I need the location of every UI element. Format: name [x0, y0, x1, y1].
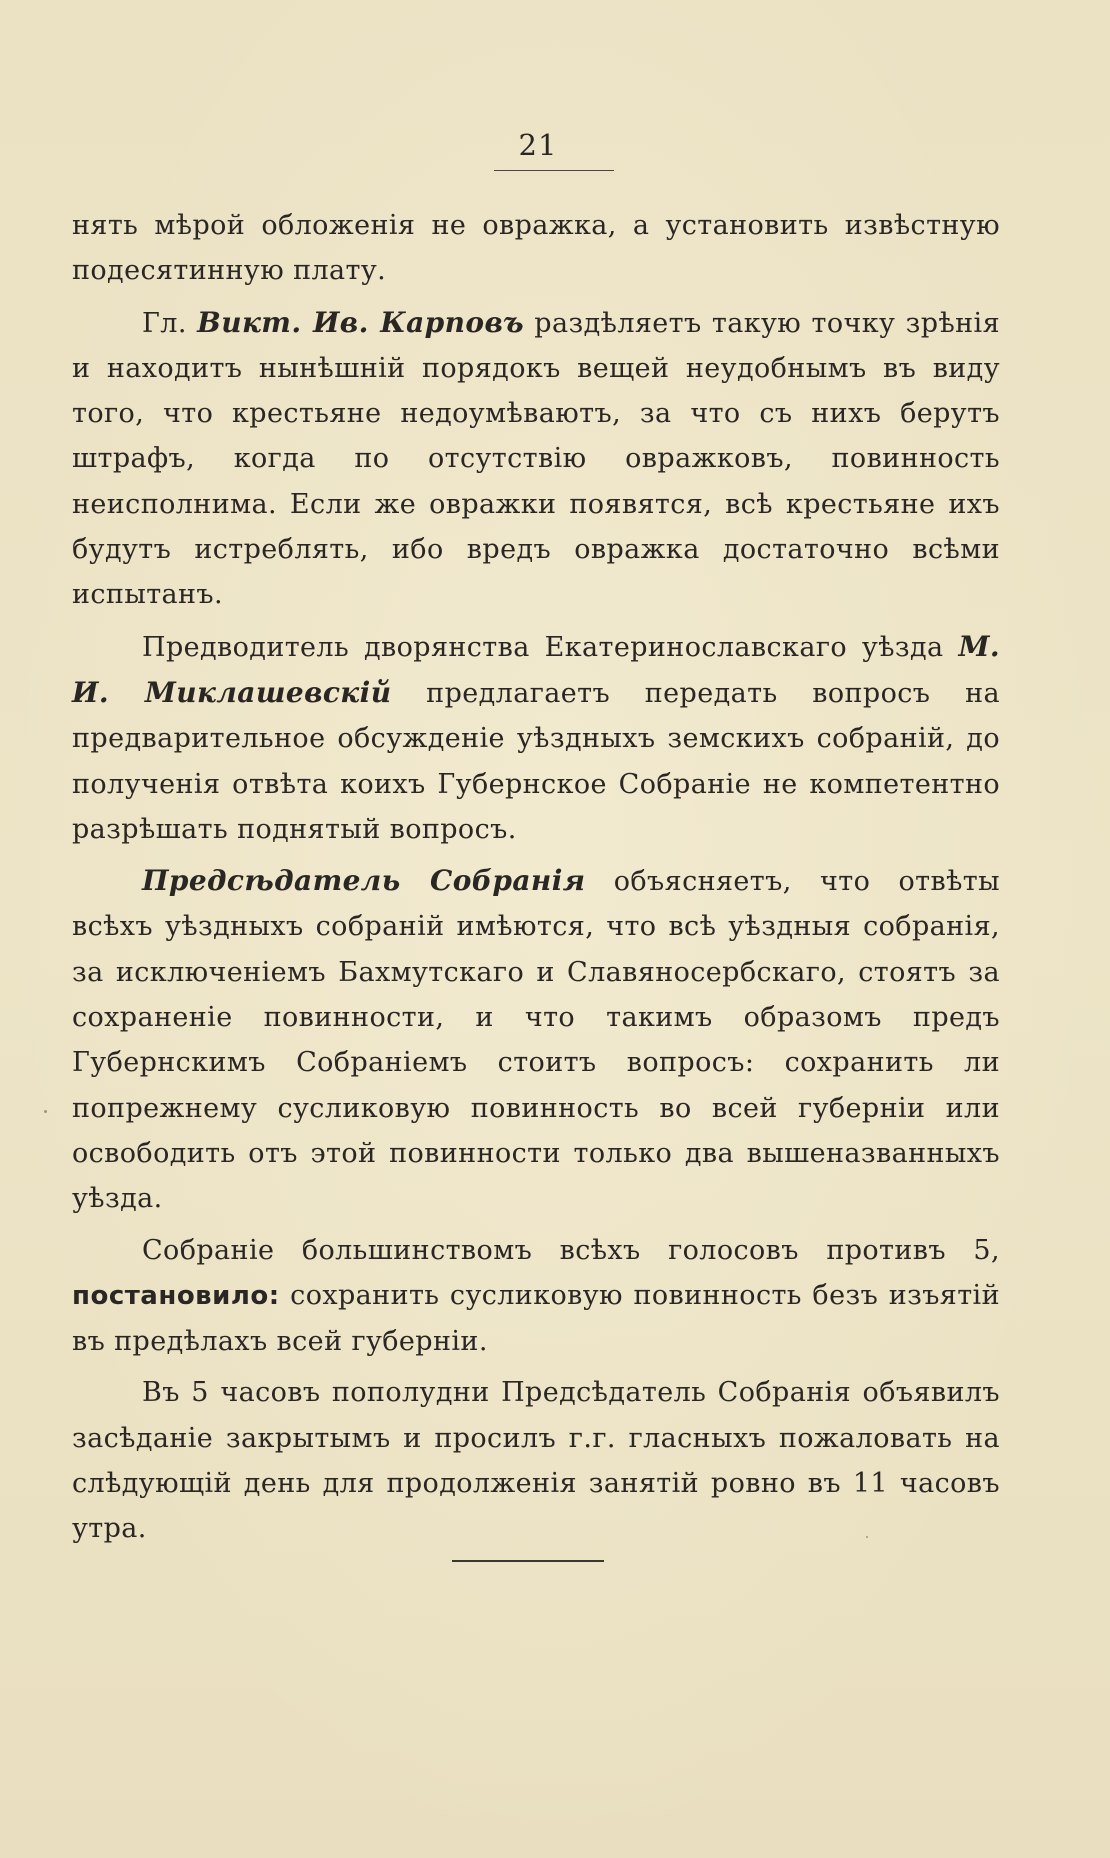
paragraph-6: [72, 1370, 1000, 1551]
paragraph-1: [72, 203, 1000, 294]
paper-speck: [44, 1110, 47, 1113]
paper-speck: [866, 1536, 868, 1538]
paragraph-3: [72, 624, 1000, 852]
paragraph-4: [72, 858, 1000, 1221]
paragraph-3-post: предлагаетъ передать вопросъ на предварительное обсужденіе уѣздныхъ земскихъ собраній, до полученія отвѣта коихъ Губернское Собраніе не компетентно разрѣшать поднятый вопросъ.: [72, 677, 1000, 845]
body-text: [72, 203, 1000, 1558]
speaker-name-chairman: Предсѣдатель Собранія: [142, 864, 586, 898]
page-number: 21: [518, 128, 558, 162]
paragraph-3-pre: Предводитель дворянства Екатеринославскаго уѣзда: [142, 631, 959, 663]
paragraph-2-post: раздѣляетъ такую точку зрѣнія и находитъ нынѣшній порядокъ вещей неудобнымъ въ виду того, что крестьяне недоумѣваютъ, за что съ нихъ берутъ штрафъ, когда по отсутствію овражковъ, повинность неисполнима. Если же овражки появятся, всѣ крестьяне ихъ будутъ истреблять, ибо вредъ овражка достаточно всѣми испытанъ.: [72, 307, 1000, 611]
speaker-name-miklashevsky: М. И. Миклашевскій: [72, 629, 1000, 709]
paragraph-5-pre: Собраніе большинствомъ всѣхъ голосовъ противъ 5,: [142, 1234, 1000, 1266]
paragraph-2: [72, 300, 1000, 618]
paragraph-4-post: объясняетъ, что отвѣты всѣхъ уѣздныхъ собраній имѣются, что всѣ уѣздныя собранія, за исключеніемъ Бахмутскаго и Славяносербскаго, стоятъ за сохраненіе повинности, и что такимъ образомъ предъ Губернскимъ Собраніемъ стоитъ вопросъ: сохранить ли попрежнему сусликовую повинность во всей губерніи или освободить отъ этой повинности только два вышеназванныхъ уѣзда.: [72, 866, 1000, 1215]
closing-rule: [452, 1560, 604, 1562]
page-number-rule: [494, 170, 614, 171]
paragraph-5: [72, 1228, 1000, 1365]
paragraph-5-post: сохранить сусликовую повинность безъ изъятій въ предѣлахъ всей губерніи.: [72, 1279, 1000, 1358]
resolution-word: постановило:: [72, 1280, 280, 1311]
paragraph-6-text: Въ 5 часовъ пополудни Предсѣдатель Собранія объявилъ засѣданіе закрытымъ и просилъ г.г. гласныхъ пожаловать на слѣдующій день для продолженія занятій ровно въ 11 часовъ утра.: [72, 1377, 1000, 1545]
paragraph-1-text: нять мѣрой обложенія не овражка, а установить извѣстную подесятинную плату.: [72, 210, 1000, 287]
speaker-name-karpov: Викт. Ив. Карповъ: [197, 305, 524, 339]
paragraph-2-pre: Гл.: [142, 307, 198, 339]
